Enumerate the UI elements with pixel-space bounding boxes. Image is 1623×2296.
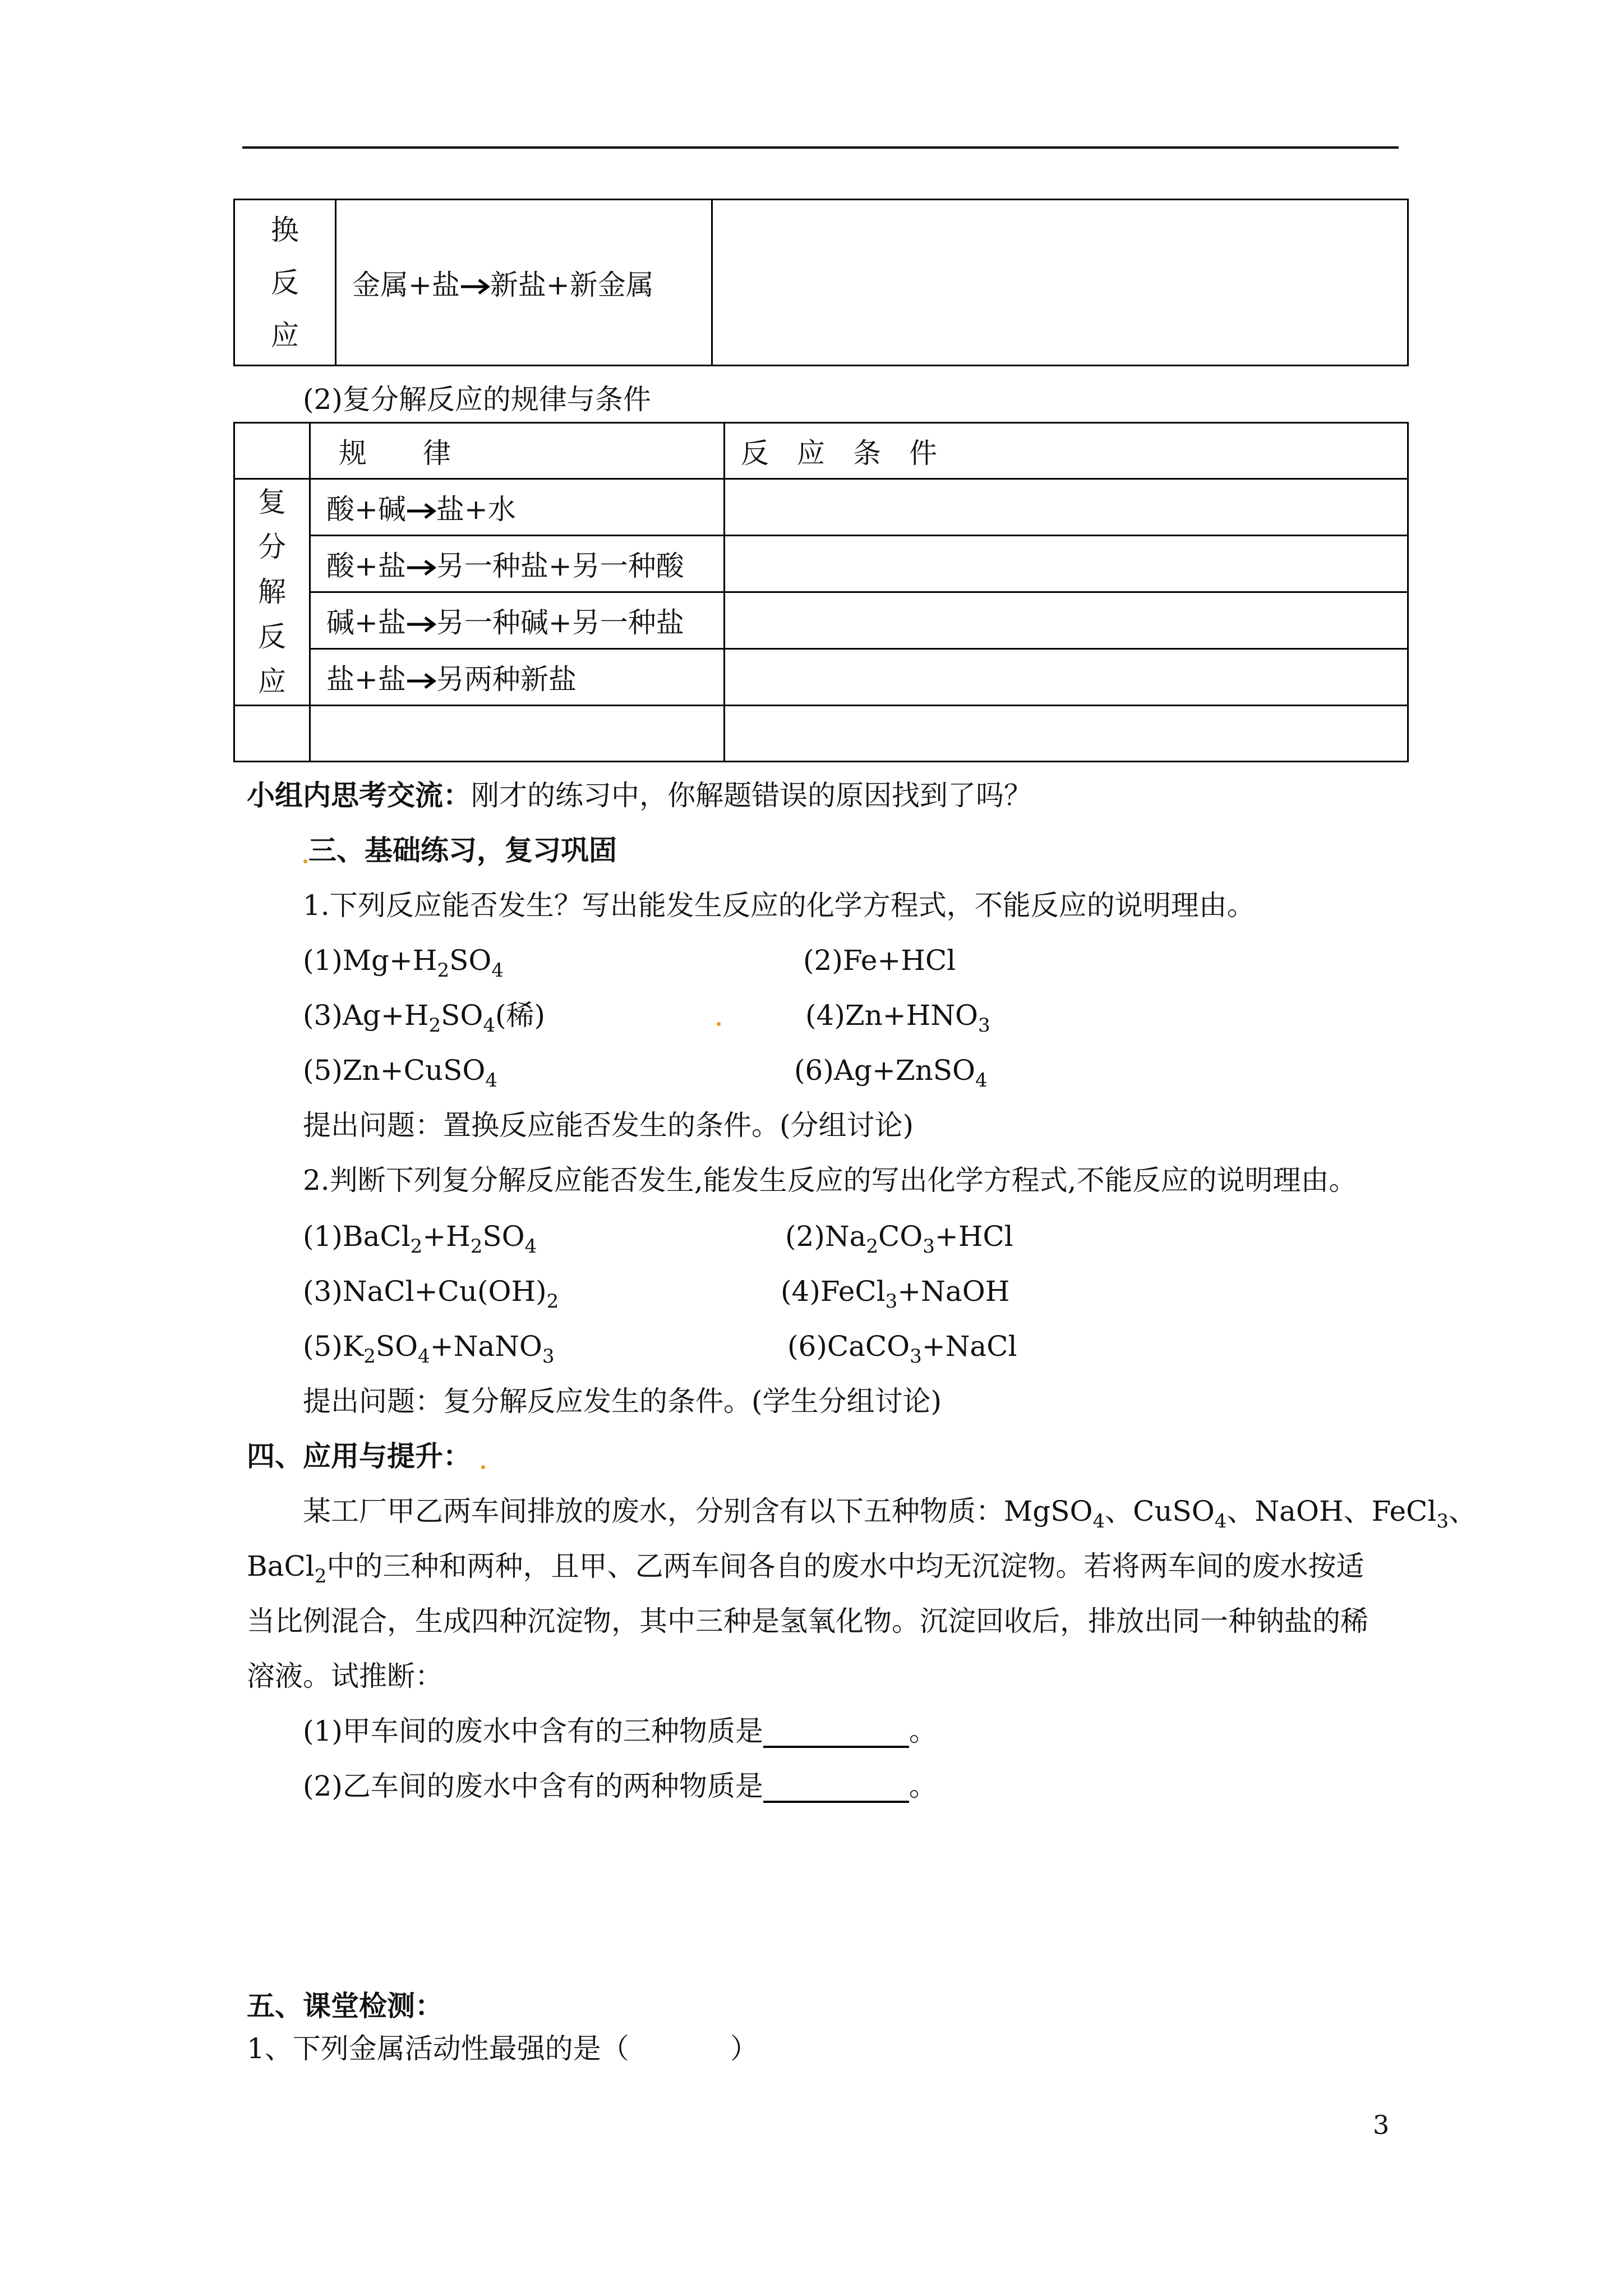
rule-left: 酸+碱 (326, 493, 406, 526)
q1-item-1 (303, 944, 504, 982)
empty-cell (310, 705, 725, 761)
side-char: 换 (271, 213, 299, 246)
question-text: (2)乙车间的废水中含有的两种物质是 (303, 1770, 763, 1802)
formula-part: (4)Zn+HNO (805, 999, 979, 1032)
q1-note: 提出问题：置换反应能否发生的条件。(分组讨论) (303, 1109, 914, 1142)
side-char: 解 (258, 576, 286, 609)
stray-dot (717, 1022, 721, 1026)
subscript: 4 (485, 1069, 498, 1092)
side-label-cell (234, 200, 336, 366)
subscript: 2 (428, 1014, 441, 1037)
rule-right: 盐+水 (436, 493, 516, 526)
table2-caption: (2)复分解反应的规律与条件 (303, 383, 651, 416)
q2-note: 提出问题：复分解反应发生的条件。(学生分组讨论) (303, 1385, 942, 1418)
section4-paragraph-line-4: 溶液。试推断： (247, 1660, 443, 1692)
rule-cell (310, 479, 725, 536)
formula-part: +NaNO (430, 1330, 542, 1363)
side-char: 反 (258, 620, 286, 654)
answer-blank[interactable] (763, 1774, 909, 1803)
subscript: 4 (975, 1069, 988, 1092)
q1-item-3 (303, 999, 545, 1037)
formula-part: (6)Ag+ZnSO (794, 1054, 976, 1087)
rule-left: 酸+盐 (326, 550, 406, 583)
rule-right: 另两种新盐 (436, 662, 577, 696)
period: 。 (909, 1715, 937, 1747)
text-part: 、 (1449, 1495, 1477, 1527)
text-part: 、CuSO (1105, 1495, 1215, 1527)
q2-item-5 (303, 1329, 555, 1368)
page-number: 3 (1373, 2110, 1390, 2140)
empty-cell (234, 705, 310, 761)
q1-item-2: (2)Fe+HCl (803, 944, 956, 977)
formula-part: (4)FeCl (781, 1275, 886, 1308)
condition-cell (725, 536, 1408, 592)
text-part: BaCl (247, 1550, 315, 1582)
answer-blank[interactable] (763, 1719, 909, 1748)
q1-item-5 (303, 1053, 498, 1092)
q2-item-6 (787, 1329, 1017, 1368)
subscript: 3 (885, 1290, 898, 1313)
subscript: 4 (1214, 1510, 1227, 1533)
section5-q1 (247, 2032, 758, 2065)
discussion-label: 小组内思考交流： (247, 779, 471, 812)
formula-part: SO (375, 1330, 418, 1363)
discussion-line (247, 779, 1032, 812)
period: 。 (909, 1770, 937, 1802)
formula-part: (稀) (495, 999, 545, 1032)
subscript: 4 (483, 1014, 495, 1037)
rule-right: 新盐+新金属 (490, 268, 654, 301)
rule-cell (336, 200, 712, 366)
section3-title: 三、基础练习，复习巩固 (308, 834, 617, 867)
text-part: 某工厂甲乙两车间排放的废水，分别含有以下五种物质：MgSO (303, 1495, 1093, 1527)
subscript: 2 (866, 1235, 879, 1258)
condition-cell (725, 648, 1408, 705)
question-text: 1、下列金属活动性最强的是（ (247, 2032, 629, 2065)
formula-part: +NaOH (897, 1275, 1010, 1308)
formula-part: +HCl (934, 1220, 1013, 1253)
section4-q1 (303, 1714, 937, 1748)
header-rule (242, 146, 1399, 149)
discussion-text: 刚才的练习中，你解题错误的原因找到了吗？ (471, 779, 1032, 812)
displacement-table (233, 199, 1409, 366)
subscript: 2 (410, 1235, 423, 1258)
arrow-right-icon (406, 613, 436, 636)
subscript: 3 (978, 1014, 990, 1037)
section4-title: 四、应用与提升： (247, 1439, 471, 1473)
rule-left: 金属+盐 (352, 268, 460, 301)
section4-paragraph-line-3: 当比例混合，生成四种沉淀物，其中三种是氢氧化物。沉淀回收后，排放出同一种钠盐的稀 (247, 1605, 1368, 1637)
corner-cell (234, 423, 310, 479)
subscript: 3 (923, 1235, 935, 1258)
subscript: 4 (491, 959, 504, 982)
formula-part: +H (422, 1220, 471, 1253)
arrow-right-icon (406, 500, 436, 522)
stray-dot (303, 859, 307, 863)
condition-cell (725, 479, 1408, 536)
formula-part: (2)Na (785, 1220, 866, 1253)
stray-dot (481, 1465, 485, 1469)
q2-prompt: 2.判断下列复分解反应能否发生,能发生反应的写出化学方程式,不能反应的说明理由。 (303, 1164, 1357, 1197)
side-char: 应 (271, 319, 299, 352)
formula-part: SO (482, 1220, 525, 1253)
rule-left: 碱+盐 (326, 606, 406, 639)
text-part: 中的三种和两种，且甲、乙两车间各自的废水中均无沉淀物。若将两车间的废水按适 (326, 1550, 1364, 1582)
rule-left: 盐+盐 (326, 662, 406, 696)
arrow-right-icon (406, 556, 436, 579)
subscript: 2 (363, 1345, 376, 1368)
subscript: 4 (418, 1345, 430, 1368)
rule-right: 另一种盐+另一种酸 (436, 550, 684, 583)
side-char: 复 (258, 486, 286, 519)
condition-cell (725, 592, 1408, 648)
question-text: (1)甲车间的废水中含有的三种物质是 (303, 1715, 763, 1747)
text-part: 、NaOH、FeCl (1227, 1495, 1437, 1527)
side-char: 分 (258, 531, 286, 564)
q1-item-4 (805, 999, 990, 1037)
section4-q2 (303, 1769, 937, 1803)
q1-item-6 (794, 1053, 988, 1092)
formula-part: (3)NaCl+Cu(OH) (303, 1275, 547, 1308)
formula-part: (1)BaCl (303, 1220, 411, 1253)
condition-cell (712, 200, 1408, 366)
subscript: 2 (437, 959, 450, 982)
double-decomposition-table (233, 422, 1409, 762)
rule-right: 另一种碱+另一种盐 (436, 606, 684, 639)
subscript: 3 (1436, 1510, 1449, 1533)
formula-part: +NaCl (921, 1330, 1017, 1363)
formula-part: CO (878, 1220, 923, 1253)
q2-item-2 (785, 1220, 1013, 1258)
formula-part: (5)K (303, 1330, 364, 1363)
formula-part: (1)Mg+H (303, 944, 437, 977)
subscript: 2 (470, 1235, 483, 1258)
section5-title: 五、课堂检测： (247, 1989, 443, 2022)
empty-cell (725, 705, 1408, 761)
subscript: 4 (524, 1235, 537, 1258)
section4-paragraph-line-2 (247, 1549, 1364, 1588)
q2-item-1 (303, 1220, 537, 1258)
subscript: 2 (314, 1565, 327, 1588)
formula-part: (3)Ag+H (303, 999, 429, 1032)
formula-part: SO (441, 999, 483, 1032)
subscript: 3 (542, 1345, 555, 1368)
formula-part: (5)Zn+CuSO (303, 1054, 486, 1087)
side-label-cell (234, 479, 310, 706)
q2-item-4 (781, 1274, 1010, 1313)
side-char: 应 (258, 665, 286, 698)
q2-item-3 (303, 1274, 559, 1313)
subscript: 4 (1092, 1510, 1105, 1533)
q1-prompt: 1.下列反应能否发生？写出能发生反应的化学方程式，不能反应的说明理由。 (303, 889, 1255, 922)
arrow-right-icon (460, 275, 490, 298)
rule-cell (310, 536, 725, 592)
arrow-right-icon (406, 670, 436, 692)
side-char: 反 (271, 266, 299, 299)
formula-part: SO (449, 944, 492, 977)
header-condition: 反 应 条 件 (725, 423, 1408, 479)
closing-paren: ） (730, 2032, 758, 2065)
formula-part: (6)CaCO (787, 1330, 910, 1363)
rule-cell (310, 648, 725, 705)
subscript: 3 (910, 1345, 922, 1368)
rule-cell (310, 592, 725, 648)
header-rule: 规 律 (310, 423, 725, 479)
subscript: 2 (546, 1290, 559, 1313)
section4-paragraph-line-1 (303, 1494, 1477, 1533)
